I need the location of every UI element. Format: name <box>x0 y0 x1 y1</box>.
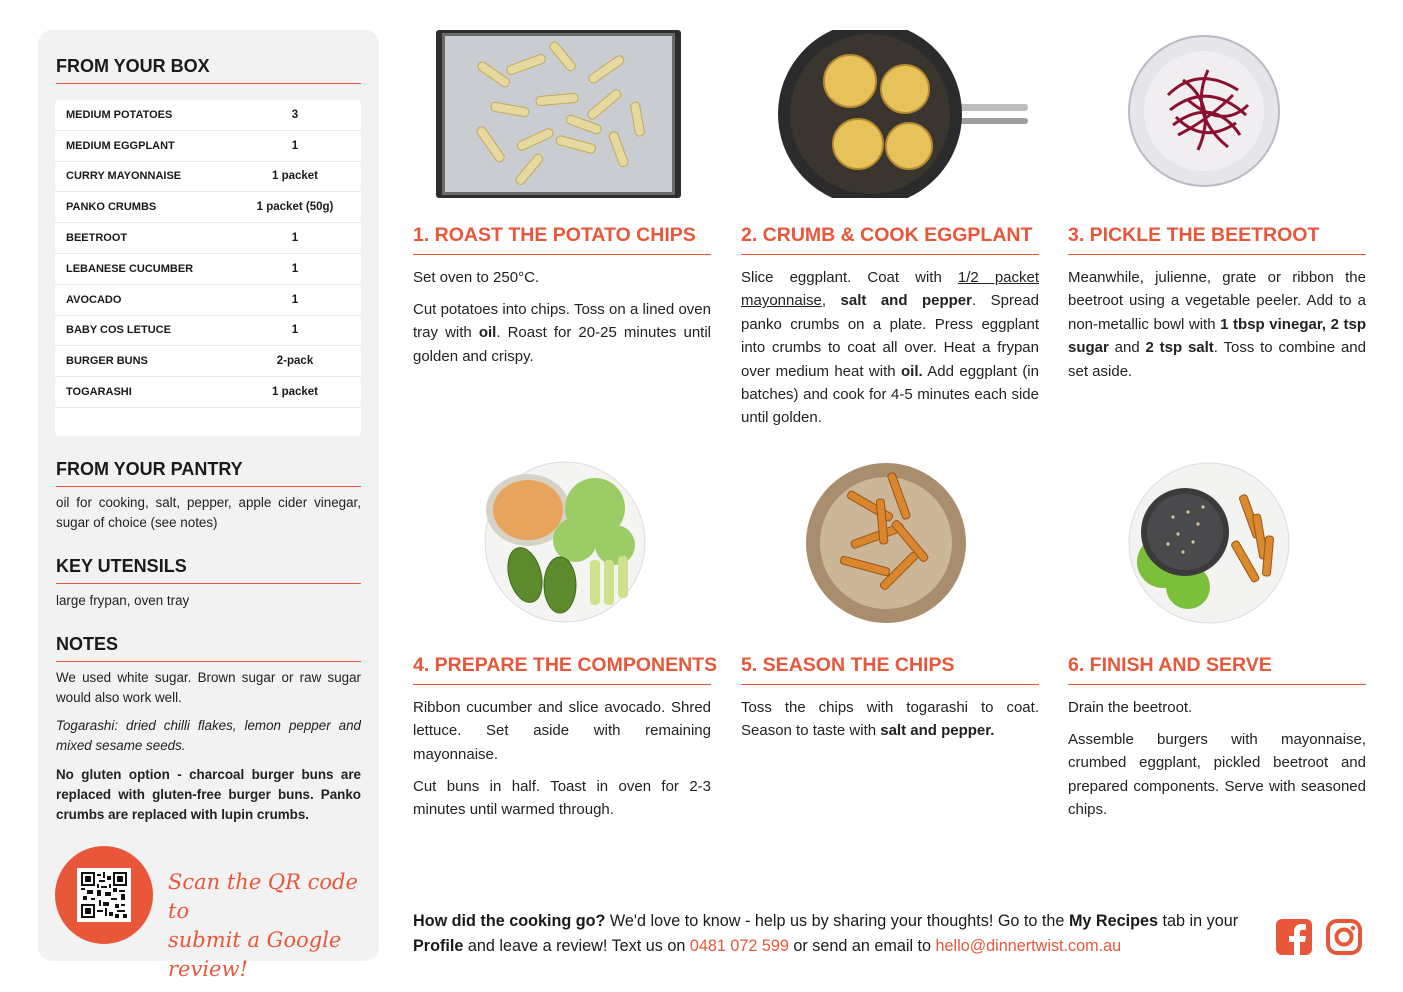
table-row <box>55 223 361 254</box>
ingredient-qty: 1 <box>291 293 299 306</box>
ingredient-name: BURGER BUNS <box>66 355 148 368</box>
step-1-body <box>413 266 711 377</box>
step-4-para-1: Ribbon cucumber and slice avocado. Shred lettuce. Set aside with remaining mayonnaise. <box>413 699 711 763</box>
table-row <box>55 192 361 223</box>
step-2-body <box>741 266 1039 438</box>
ingredient-qty: 1 packet <box>271 386 319 399</box>
qr-review-text <box>168 868 368 984</box>
ingredient-qty: 1 <box>291 262 299 275</box>
instagram-icon[interactable] <box>1325 918 1363 956</box>
components-plate-photo <box>480 460 650 625</box>
email-link[interactable]: hello@dinnertwist.com.au <box>935 937 1122 955</box>
ingredient-qty: 1 <box>291 324 299 337</box>
step-4-body <box>413 696 711 830</box>
notes-heading: NOTES <box>56 634 361 662</box>
facebook-icon[interactable] <box>1275 918 1313 956</box>
review-footer: How did the cooking go? We'd love to know - help us by sharing your thoughts! Go to the My Recipes tab in your Profile and leave a review! Text us on 0481 072 599 or send an email to hello@dinnertwist.com.au <box>413 912 1239 955</box>
step-1-para-2: Cut potatoes into chips. Toss on a lined oven tray with oil. Roast for 20-25 minutes until golden and crispy. <box>413 300 711 365</box>
from-your-pantry-heading: FROM YOUR PANTRY <box>56 459 361 487</box>
pantry-text: oil for cooking, salt, pepper, apple cider vinegar, sugar of choice (see notes) <box>56 495 361 530</box>
step-3-para: Meanwhile, julienne, grate or ribbon the beetroot using a vegetable peeler. Add to a non-metallic bowl with 1 tbsp vinegar, 2 tsp sugar and 2 tsp salt. Toss to combine and set aside. <box>1068 269 1366 380</box>
ingredient-name: BEETROOT <box>66 232 128 245</box>
phone-link[interactable]: 0481 072 599 <box>689 937 789 955</box>
from-your-box-heading: FROM YOUR BOX <box>56 56 361 84</box>
ingredients-table <box>55 100 361 436</box>
ingredient-qty: 3 <box>291 108 299 121</box>
ingredient-qty: 1 packet <box>271 170 319 183</box>
potato-chips-tray-photo <box>436 30 681 198</box>
notes-gluten: No gluten option - charcoal burger buns are replaced with gluten-free burger buns. Panko crumbs are replaced with lupin crumbs. <box>56 767 361 822</box>
ingredient-qty: 1 <box>291 139 299 152</box>
ingredient-name: MEDIUM EGGPLANT <box>66 139 175 152</box>
table-row <box>55 254 361 285</box>
step-3-title: 3. PICKLE THE BEETROOT <box>1068 224 1366 255</box>
qr-code-icon[interactable] <box>77 868 131 922</box>
utensils-text: large frypan, oven tray <box>56 593 190 608</box>
table-row <box>55 100 361 131</box>
qr-review-line-2: submit a Google review! <box>168 928 342 981</box>
ingredient-qty: 1 <box>291 232 299 245</box>
step-6-body <box>1068 696 1366 830</box>
beetroot-bowl-photo <box>1128 35 1280 187</box>
key-utensils-heading: KEY UTENSILS <box>56 556 361 584</box>
eggplant-frypan-photo <box>778 30 1030 198</box>
step-6-title: 6. FINISH AND SERVE <box>1068 654 1366 685</box>
ingredient-name: AVOCADO <box>66 293 122 306</box>
seasoned-chips-bowl-photo <box>805 462 967 624</box>
ingredient-name: BABY COS LETUCE <box>66 324 171 337</box>
sidebar <box>38 30 379 981</box>
table-row <box>55 377 361 408</box>
step-4-title: 4. PREPARE THE COMPONENTS <box>413 654 711 685</box>
step-5-para: Toss the chips with togarashi to coat. Season to taste with salt and pepper. <box>741 699 1039 740</box>
step-5-title: 5. SEASON THE CHIPS <box>741 654 1039 685</box>
step-1-title: 1. ROAST THE POTATO CHIPS <box>413 224 711 255</box>
step-6-para-2: Assemble burgers with mayonnaise, crumbed eggplant, pickled beetroot and prepared components. Serve with seasoned chips. <box>1068 730 1366 819</box>
ingredient-name: TOGARASHI <box>66 386 132 399</box>
step-1-para-1: Set oven to 250°C. <box>413 269 540 286</box>
ingredient-qty: 2-pack <box>276 355 314 368</box>
ingredient-name: LEBANESE CUCUMBER <box>66 262 194 275</box>
table-row <box>55 346 361 377</box>
table-row <box>55 162 361 193</box>
ingredient-name: PANKO CRUMBS <box>66 201 157 214</box>
table-row <box>55 316 361 347</box>
notes-togarashi: Togarashi: dried chilli flakes, lemon pepper and mixed sesame seeds. <box>56 718 361 753</box>
ingredient-name: CURRY MAYONNAISE <box>66 170 182 183</box>
step-6-para-1: Drain the beetroot. <box>1068 699 1193 716</box>
burger-plate-photo <box>1128 462 1290 624</box>
step-4-para-2: Cut buns in half. Toast in oven for 2-3 minutes until warmed through. <box>413 777 711 819</box>
qr-badge[interactable] <box>55 846 153 944</box>
ingredient-qty: 1 packet (50g) <box>256 201 334 214</box>
table-row <box>55 285 361 316</box>
step-2-title: 2. CRUMB & COOK EGGPLANT <box>741 224 1039 255</box>
step-3-body <box>1068 266 1366 392</box>
step-5-body <box>741 696 1039 751</box>
notes-sugar: We used white sugar. Brown sugar or raw sugar would also work well. <box>56 670 361 705</box>
table-row <box>55 131 361 162</box>
ingredient-name: MEDIUM POTATOES <box>66 108 173 121</box>
step-2-para: Slice eggplant. Coat with 1/2 packet mayonnaise, salt and pepper. Spread panko crumbs on a plate. Press eggplant into crumbs to coat all over. Heat a frypan over medium heat with oil. Add eggplant (in batches) and cook for 4-5 minutes each side until golden. <box>741 269 1040 427</box>
qr-review-line-1: Scan the QR code to <box>168 870 358 923</box>
